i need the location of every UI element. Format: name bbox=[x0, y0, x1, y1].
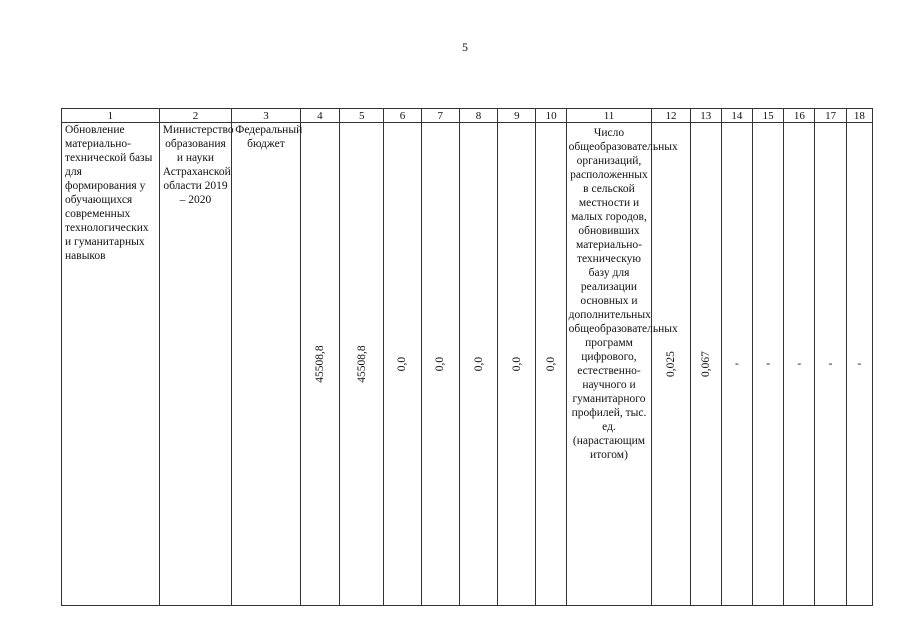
responsible-executor-cell: Министерство образования и науки Астраханской области 2019 – 2020 bbox=[159, 123, 232, 606]
value-text: 45508,8 bbox=[313, 345, 326, 383]
column-number: 7 bbox=[421, 109, 459, 123]
column-number: 18 bbox=[846, 109, 872, 123]
column-number: 11 bbox=[566, 109, 652, 123]
funding-source-cell: Федеральный бюджет bbox=[232, 123, 301, 606]
column-number: 1 bbox=[62, 109, 160, 123]
value-cell-5 bbox=[340, 123, 384, 606]
value-cell-18 bbox=[846, 123, 872, 606]
value-text: 45508,8 bbox=[355, 345, 368, 383]
column-number: 9 bbox=[498, 109, 536, 123]
value-text: 0,067 bbox=[699, 351, 712, 377]
column-number: 12 bbox=[652, 109, 690, 123]
value-text: - bbox=[828, 358, 833, 370]
column-number: 5 bbox=[340, 109, 384, 123]
column-number: 8 bbox=[459, 109, 497, 123]
value-cell-14 bbox=[721, 123, 752, 606]
column-number: 17 bbox=[815, 109, 846, 123]
value-text: 0,0 bbox=[472, 356, 485, 372]
value-text: 0,0 bbox=[434, 356, 447, 372]
column-number: 14 bbox=[721, 109, 752, 123]
value-cell-16 bbox=[784, 123, 815, 606]
value-text: - bbox=[857, 358, 862, 370]
column-number: 4 bbox=[300, 109, 339, 123]
value-text: 0,0 bbox=[396, 356, 409, 372]
value-cell-4 bbox=[300, 123, 339, 606]
value-text: - bbox=[734, 358, 739, 370]
value-text: - bbox=[797, 358, 802, 370]
value-cell-13 bbox=[690, 123, 721, 606]
column-number: 16 bbox=[784, 109, 815, 123]
program-table bbox=[61, 108, 873, 606]
column-number: 6 bbox=[384, 109, 421, 123]
column-number: 2 bbox=[159, 109, 232, 123]
column-number: 13 bbox=[690, 109, 721, 123]
value-cell-7 bbox=[421, 123, 459, 606]
value-cell-17 bbox=[815, 123, 846, 606]
page-number: 5 bbox=[462, 40, 468, 54]
column-number: 3 bbox=[232, 109, 301, 123]
column-number: 10 bbox=[536, 109, 566, 123]
value-text: - bbox=[766, 358, 771, 370]
value-text: 0,0 bbox=[510, 356, 523, 372]
value-text: 0,0 bbox=[545, 356, 558, 372]
value-cell-12 bbox=[652, 123, 690, 606]
indicator-cell: Число общеобразовательных организаций, расположенных в сельской местности и малых городов, обновивших материально-техническую базу для реализации основных и дополнительных общеобразовательных программ цифрового, естественно-научного и гуманитарного профилей, тыс. ед. (нарастающим итогом) bbox=[566, 123, 652, 606]
value-text: 0,025 bbox=[664, 351, 677, 377]
table-row bbox=[62, 123, 873, 606]
column-number-row bbox=[62, 109, 873, 123]
activity-name-cell: Обновление материально-технической базы для формирования у обучающихся современных технологических и гуманитарных навыков bbox=[62, 123, 160, 606]
value-cell-8 bbox=[459, 123, 497, 606]
column-number: 15 bbox=[753, 109, 784, 123]
value-cell-10 bbox=[536, 123, 566, 606]
value-cell-9 bbox=[498, 123, 536, 606]
value-cell-15 bbox=[753, 123, 784, 606]
value-cell-6 bbox=[384, 123, 421, 606]
